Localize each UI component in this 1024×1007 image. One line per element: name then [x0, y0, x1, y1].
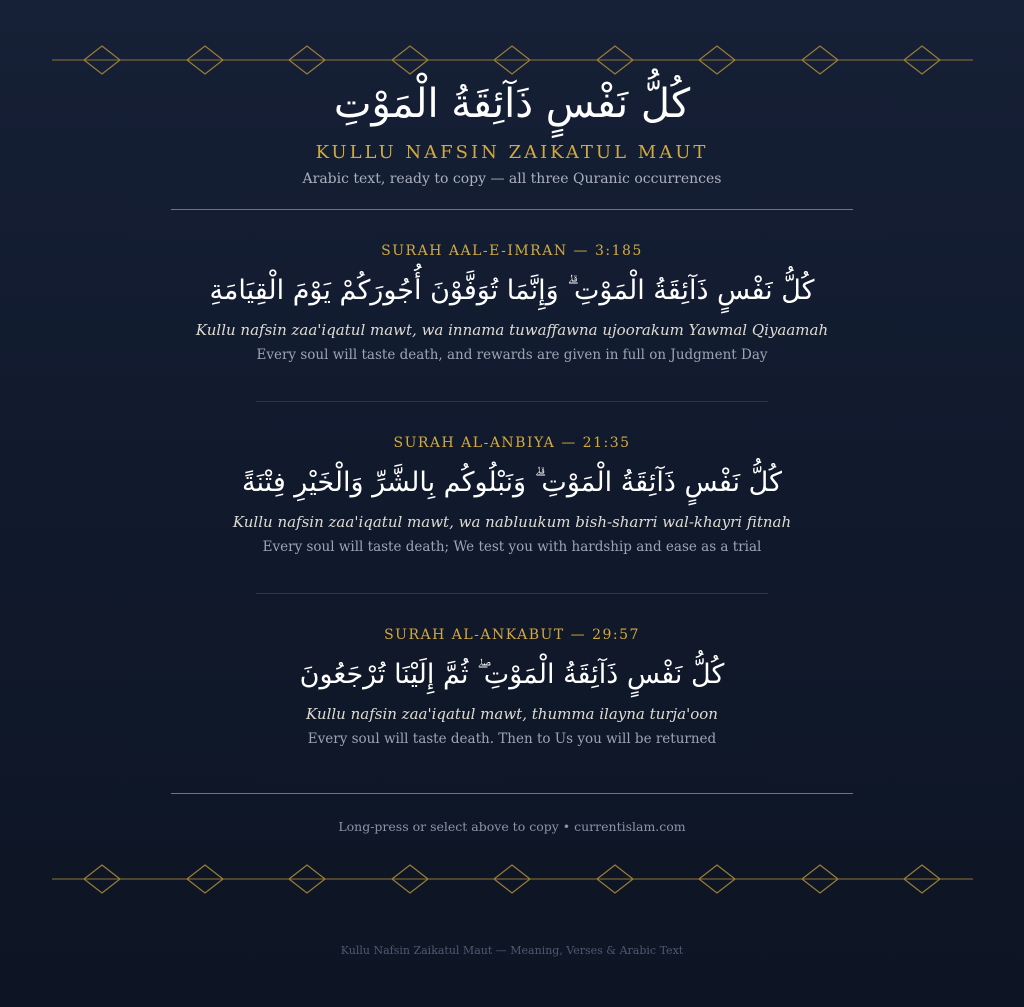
verse-reference: SURAH AL-ANKABUT — 29:57 — [384, 627, 640, 643]
verse-translation: Every soul will taste death; We test you with hardship and ease as a trial — [262, 539, 762, 555]
verse-reference: SURAH AL-ANBIYA — 21:35 — [393, 435, 631, 451]
verse-arabic-text[interactable]: كُلُّ نَفْسٍ ذَآئِقَةُ الْمَوْتِ ۖ ثُمَّ إِلَيْنَا تُرْجَعُونَ — [299, 659, 725, 690]
verse-translation: Every soul will taste death, and rewards are given in full on Judgment Day — [256, 347, 768, 363]
diamond-chain-icon — [52, 859, 973, 899]
verse-card — [0, 625, 1024, 749]
verse-divider — [256, 593, 768, 594]
verse-arabic-text[interactable]: كُلُّ نَفْسٍ ذَآئِقَةُ الْمَوْتِ ۗ وَإِنَّمَا تُوَفَّوْنَ أُجُورَكُمْ يَوْمَ الْقِيَامَةِ — [209, 275, 815, 306]
verse-divider — [256, 401, 768, 402]
diamond-chain-icon — [52, 40, 973, 80]
verse-reference: SURAH AAL-E-IMRAN — 3:185 — [381, 243, 643, 259]
bottom-ornament-border — [52, 859, 973, 899]
top-ornament-border — [52, 40, 973, 80]
hero-subtitle: Arabic text, ready to copy — all three Quranic occurrences — [302, 171, 722, 187]
gold-divider — [171, 209, 853, 210]
verse-card — [0, 241, 1024, 365]
verse-arabic-text[interactable]: كُلُّ نَفْسٍ ذَآئِقَةُ الْمَوْتِ ۗ وَنَبْلُوكُم بِالشَّرِّ وَالْخَيْرِ فِتْنَةً — [242, 467, 782, 498]
verse-translation: Every soul will taste death. Then to Us you will be returned — [307, 731, 717, 747]
page-caption: Kullu Nafsin Zaikatul Maut — Meaning, Verses & Arabic Text — [340, 944, 684, 957]
verse-transliteration: Kullu nafsin zaa'iqatul mawt, wa innama tuwaffawna ujoorakum Yawmal Qiyaamah — [195, 321, 829, 339]
hero-arabic-phrase[interactable]: كُلُّ نَفْسٍ ذَآئِقَةُ الْمَوْتِ — [333, 81, 691, 127]
verse-card — [0, 433, 1024, 557]
verse-transliteration: Kullu nafsin zaa'iqatul mawt, thumma ilayna turja'oon — [306, 705, 718, 723]
copy-instruction-note: Long-press or select above to copy • currentislam.com — [338, 819, 686, 834]
verse-transliteration: Kullu nafsin zaa'iqatul mawt, wa nabluukum bish-sharri wal-khayri fitnah — [232, 513, 792, 531]
gold-divider — [171, 793, 853, 794]
hero-transliteration: KULLU NAFSIN ZAIKATUL MAUT — [315, 142, 709, 163]
